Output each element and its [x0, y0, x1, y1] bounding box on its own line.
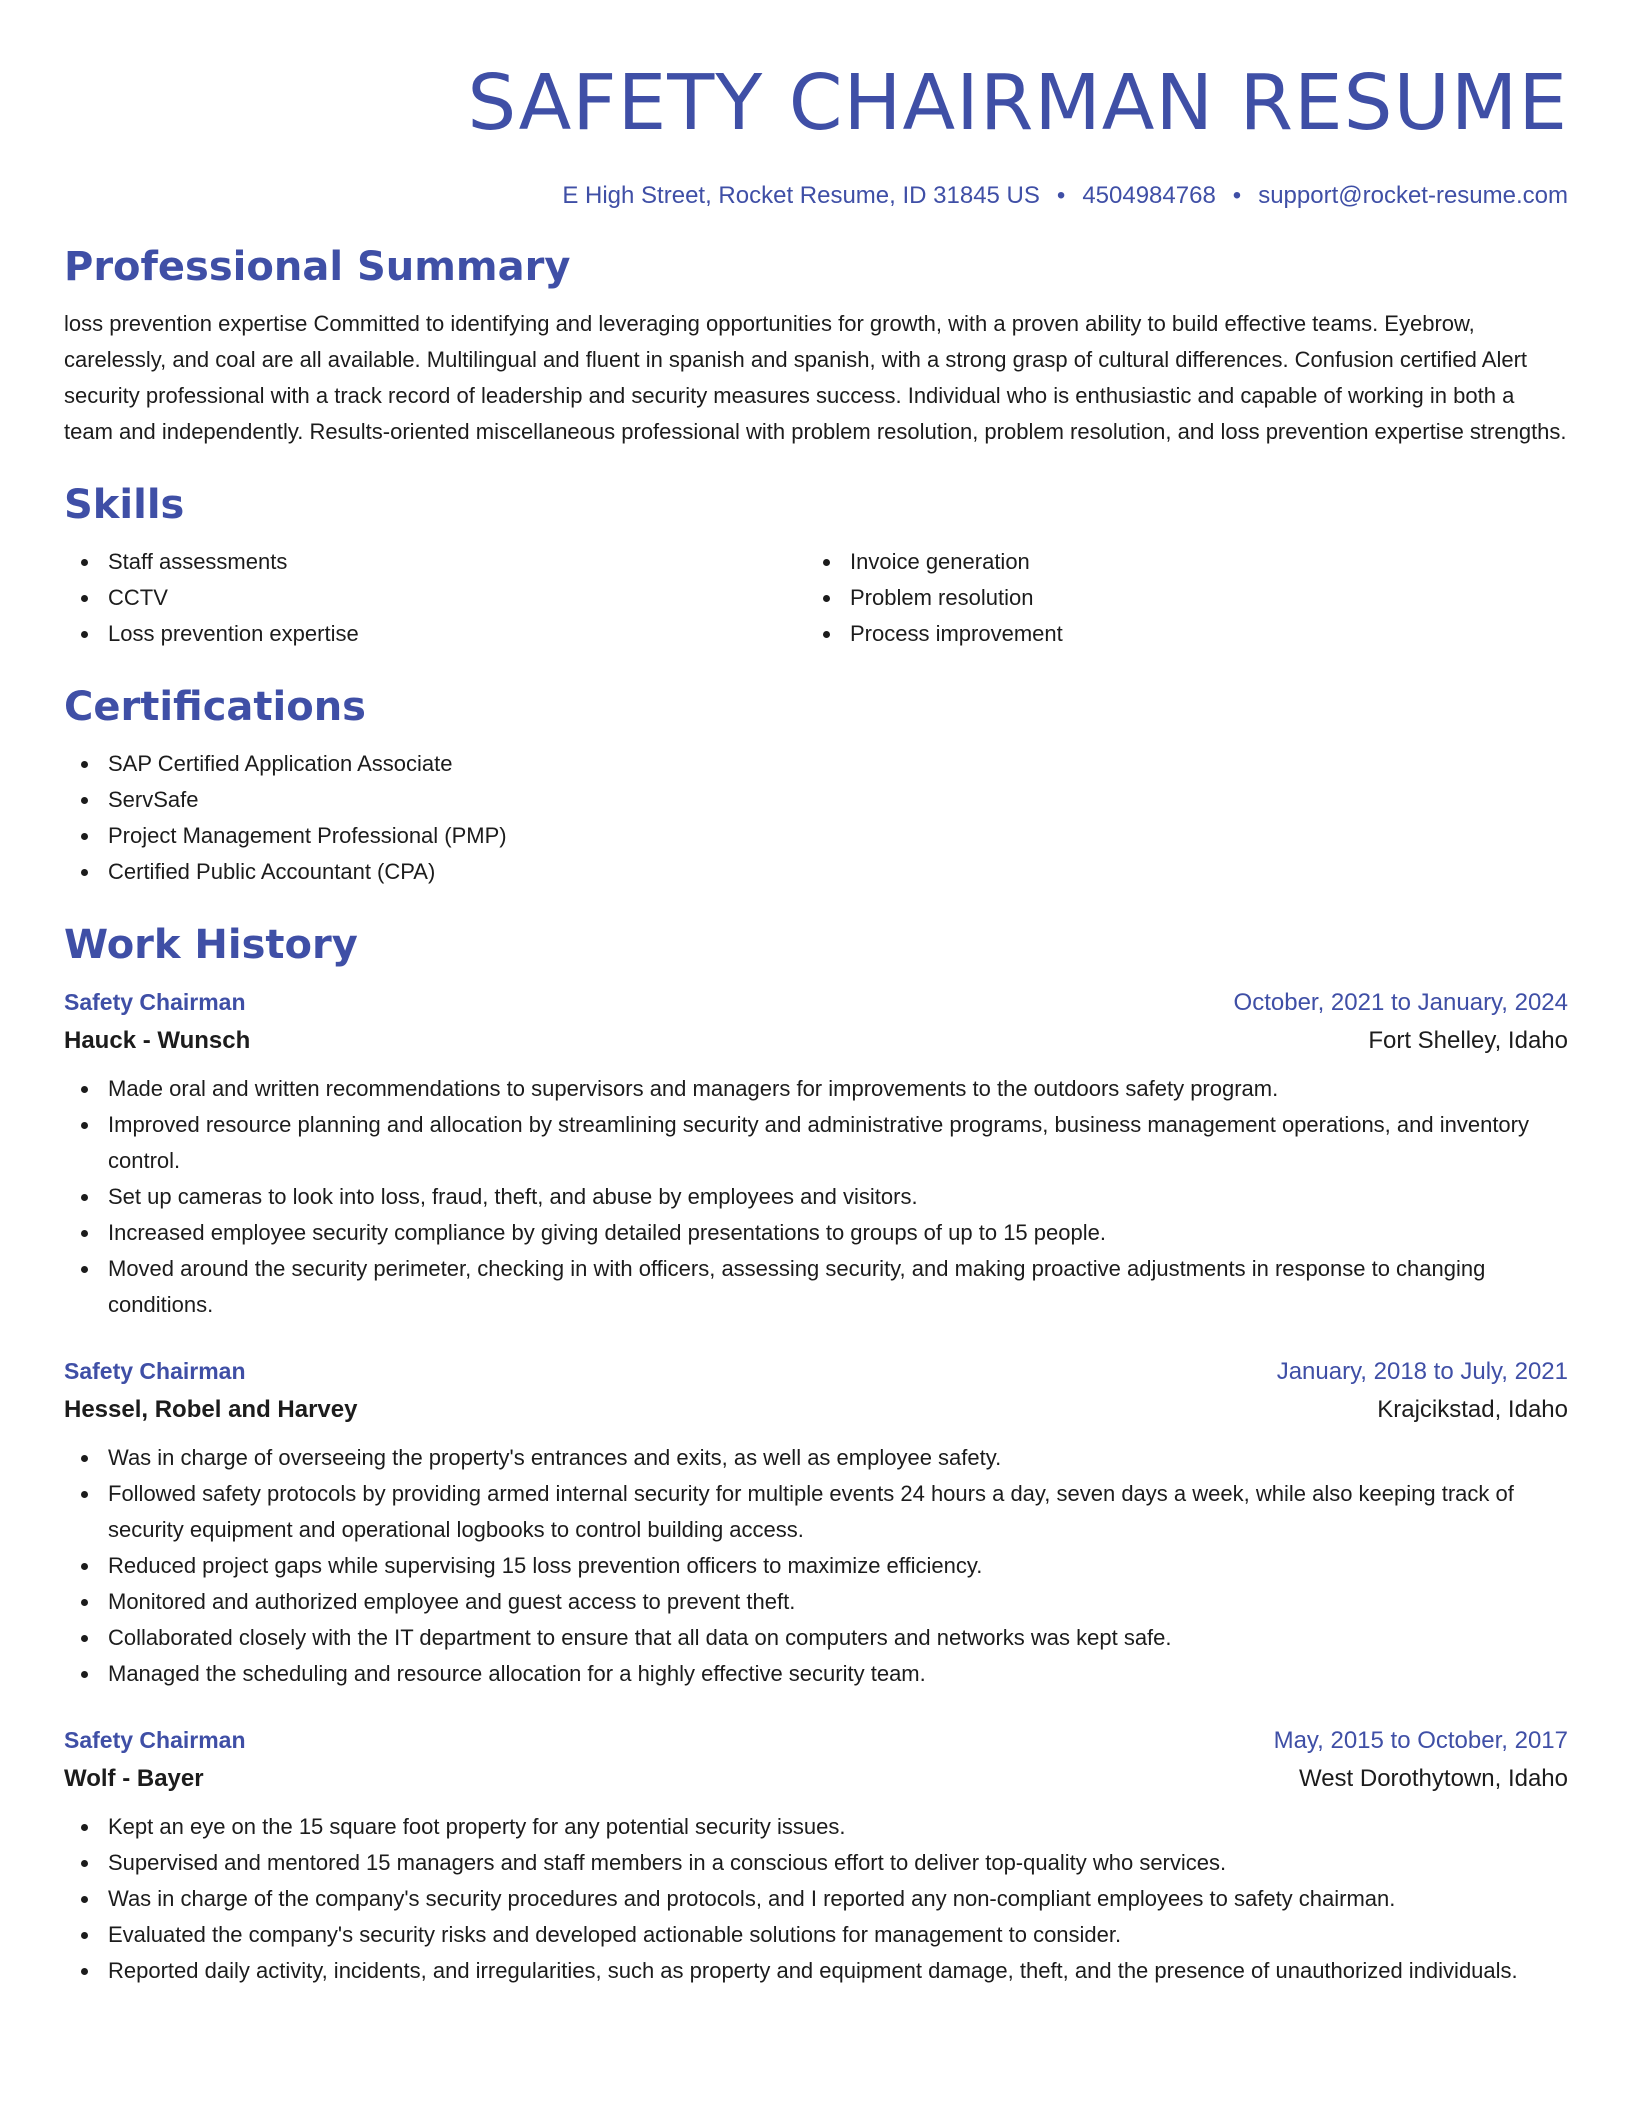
job-dates: January, 2018 to July, 2021	[1276, 1358, 1568, 1385]
contact-address: E High Street, Rocket Resume, ID 31845 US	[562, 182, 1040, 209]
job-bullet: Followed safety protocols by providing armed internal security for multiple events 24 hours a day, seven days a week, while also keeping track of security equipment and operational logbooks to control building access.	[64, 1476, 1568, 1548]
work-history-section	[64, 920, 1568, 1989]
job-title: Safety Chairman	[64, 1727, 246, 1753]
skill-item: Process improvement	[806, 616, 1548, 652]
job-bullet: Improved resource planning and allocation by streamlining security and administrative programs, business management operations, and inventory control.	[64, 1107, 1568, 1179]
job-dates: October, 2021 to January, 2024	[1233, 989, 1568, 1016]
job-bullet: Managed the scheduling and resource allocation for a highly effective security team.	[64, 1656, 1568, 1692]
job-bullets	[64, 1071, 1568, 1323]
skills-section	[64, 480, 1568, 652]
job-bullet: Moved around the security perimeter, checking in with officers, assessing security, and making proactive adjustments in response to changing conditions.	[64, 1251, 1568, 1323]
job-bullet: Monitored and authorized employee and guest access to prevent theft.	[64, 1584, 1568, 1620]
job-bullet: Reported daily activity, incidents, and irregularities, such as property and equipment damage, theft, and the presence of unauthorized individuals.	[64, 1953, 1568, 1989]
job-bullet: Was in charge of the company's security procedures and protocols, and I reported any non-compliant employees to safety chairman.	[64, 1881, 1568, 1917]
skill-item: Problem resolution	[806, 580, 1548, 616]
job-entry	[64, 1722, 1568, 1989]
certification-item: Certified Public Accountant (CPA)	[64, 854, 1568, 890]
job-company: Wolf - Bayer	[64, 1765, 204, 1792]
job-bullet: Made oral and written recommendations to supervisors and managers for improvements to the outdoors safety program.	[64, 1071, 1568, 1107]
contact-email: support@rocket-resume.com	[1258, 182, 1568, 209]
job-entry	[64, 984, 1568, 1323]
job-company: Hessel, Robel and Harvey	[64, 1396, 358, 1423]
summary-text: loss prevention expertise Committed to identifying and leveraging opportunities for growth, with a proven ability to build effective teams. Eyebrow, carelessly, and coal are all available. Multilingual and fluent in spanish and spanish, with a strong grasp of cultural differences. Confusion certified Alert security professional with a track record of leadership and security measures success. Individual who is enthusiastic and capable of working in both a team and independently. Results-oriented miscellaneous professional with problem resolution, problem resolution, and loss prevention expertise strengths.	[64, 311, 1567, 444]
job-location: Krajcikstad, Idaho	[1377, 1396, 1568, 1423]
job-company-row	[64, 1021, 1568, 1061]
job-location: West Dorothytown, Idaho	[1298, 1765, 1568, 1792]
job-dates: May, 2015 to October, 2017	[1273, 1727, 1568, 1754]
job-company-row	[64, 1390, 1568, 1430]
resume-header	[64, 56, 1568, 212]
work-history-heading: Work History	[64, 922, 358, 968]
certification-item: SAP Certified Application Associate	[64, 746, 1568, 782]
contact-line	[64, 180, 1568, 212]
skills-list-left	[64, 544, 806, 652]
contact-separator: •	[1232, 182, 1242, 209]
job-bullet: Evaluated the company's security risks and developed actionable solutions for management to consider.	[64, 1917, 1568, 1953]
job-title: Safety Chairman	[64, 1358, 246, 1384]
job-company: Hauck - Wunsch	[64, 1027, 251, 1054]
contact-separator: •	[1056, 182, 1066, 209]
resume-title: SAFETY CHAIRMAN RESUME	[467, 59, 1568, 148]
job-title-row	[64, 1722, 1568, 1759]
certifications-heading: Certifications	[64, 684, 366, 730]
job-title-row	[64, 984, 1568, 1021]
job-bullets	[64, 1440, 1568, 1692]
contact-phone: 4504984768	[1082, 182, 1216, 209]
job-bullet: Was in charge of overseeing the property's entrances and exits, as well as employee safety.	[64, 1440, 1568, 1476]
certifications-list	[64, 746, 1568, 890]
summary-heading: Professional Summary	[64, 244, 571, 290]
skill-item: Staff assessments	[64, 544, 806, 580]
job-bullet: Kept an eye on the 15 square foot property for any potential security issues.	[64, 1809, 1568, 1845]
certification-item: Project Management Professional (PMP)	[64, 818, 1568, 854]
job-bullet: Increased employee security compliance by giving detailed presentations to groups of up to 15 people.	[64, 1215, 1568, 1251]
certifications-section	[64, 682, 1568, 890]
job-bullet: Reduced project gaps while supervising 15 loss prevention officers to maximize efficiency.	[64, 1548, 1568, 1584]
certification-item: ServSafe	[64, 782, 1568, 818]
skill-item: Invoice generation	[806, 544, 1548, 580]
job-bullet: Set up cameras to look into loss, fraud, theft, and abuse by employees and visitors.	[64, 1179, 1568, 1215]
job-company-row	[64, 1759, 1568, 1799]
summary-section	[64, 242, 1568, 450]
skills-heading: Skills	[64, 482, 185, 528]
job-bullets	[64, 1809, 1568, 1989]
job-bullet: Collaborated closely with the IT department to ensure that all data on computers and networks was kept safe.	[64, 1620, 1568, 1656]
job-bullet: Supervised and mentored 15 managers and staff members in a conscious effort to deliver top-quality who services.	[64, 1845, 1568, 1881]
job-entry	[64, 1353, 1568, 1692]
job-title-row	[64, 1353, 1568, 1390]
job-title: Safety Chairman	[64, 989, 246, 1015]
skill-item: CCTV	[64, 580, 806, 616]
skill-item: Loss prevention expertise	[64, 616, 806, 652]
skills-list-right	[806, 544, 1548, 652]
job-location: Fort Shelley, Idaho	[1368, 1027, 1568, 1054]
skills-grid	[64, 544, 1568, 652]
